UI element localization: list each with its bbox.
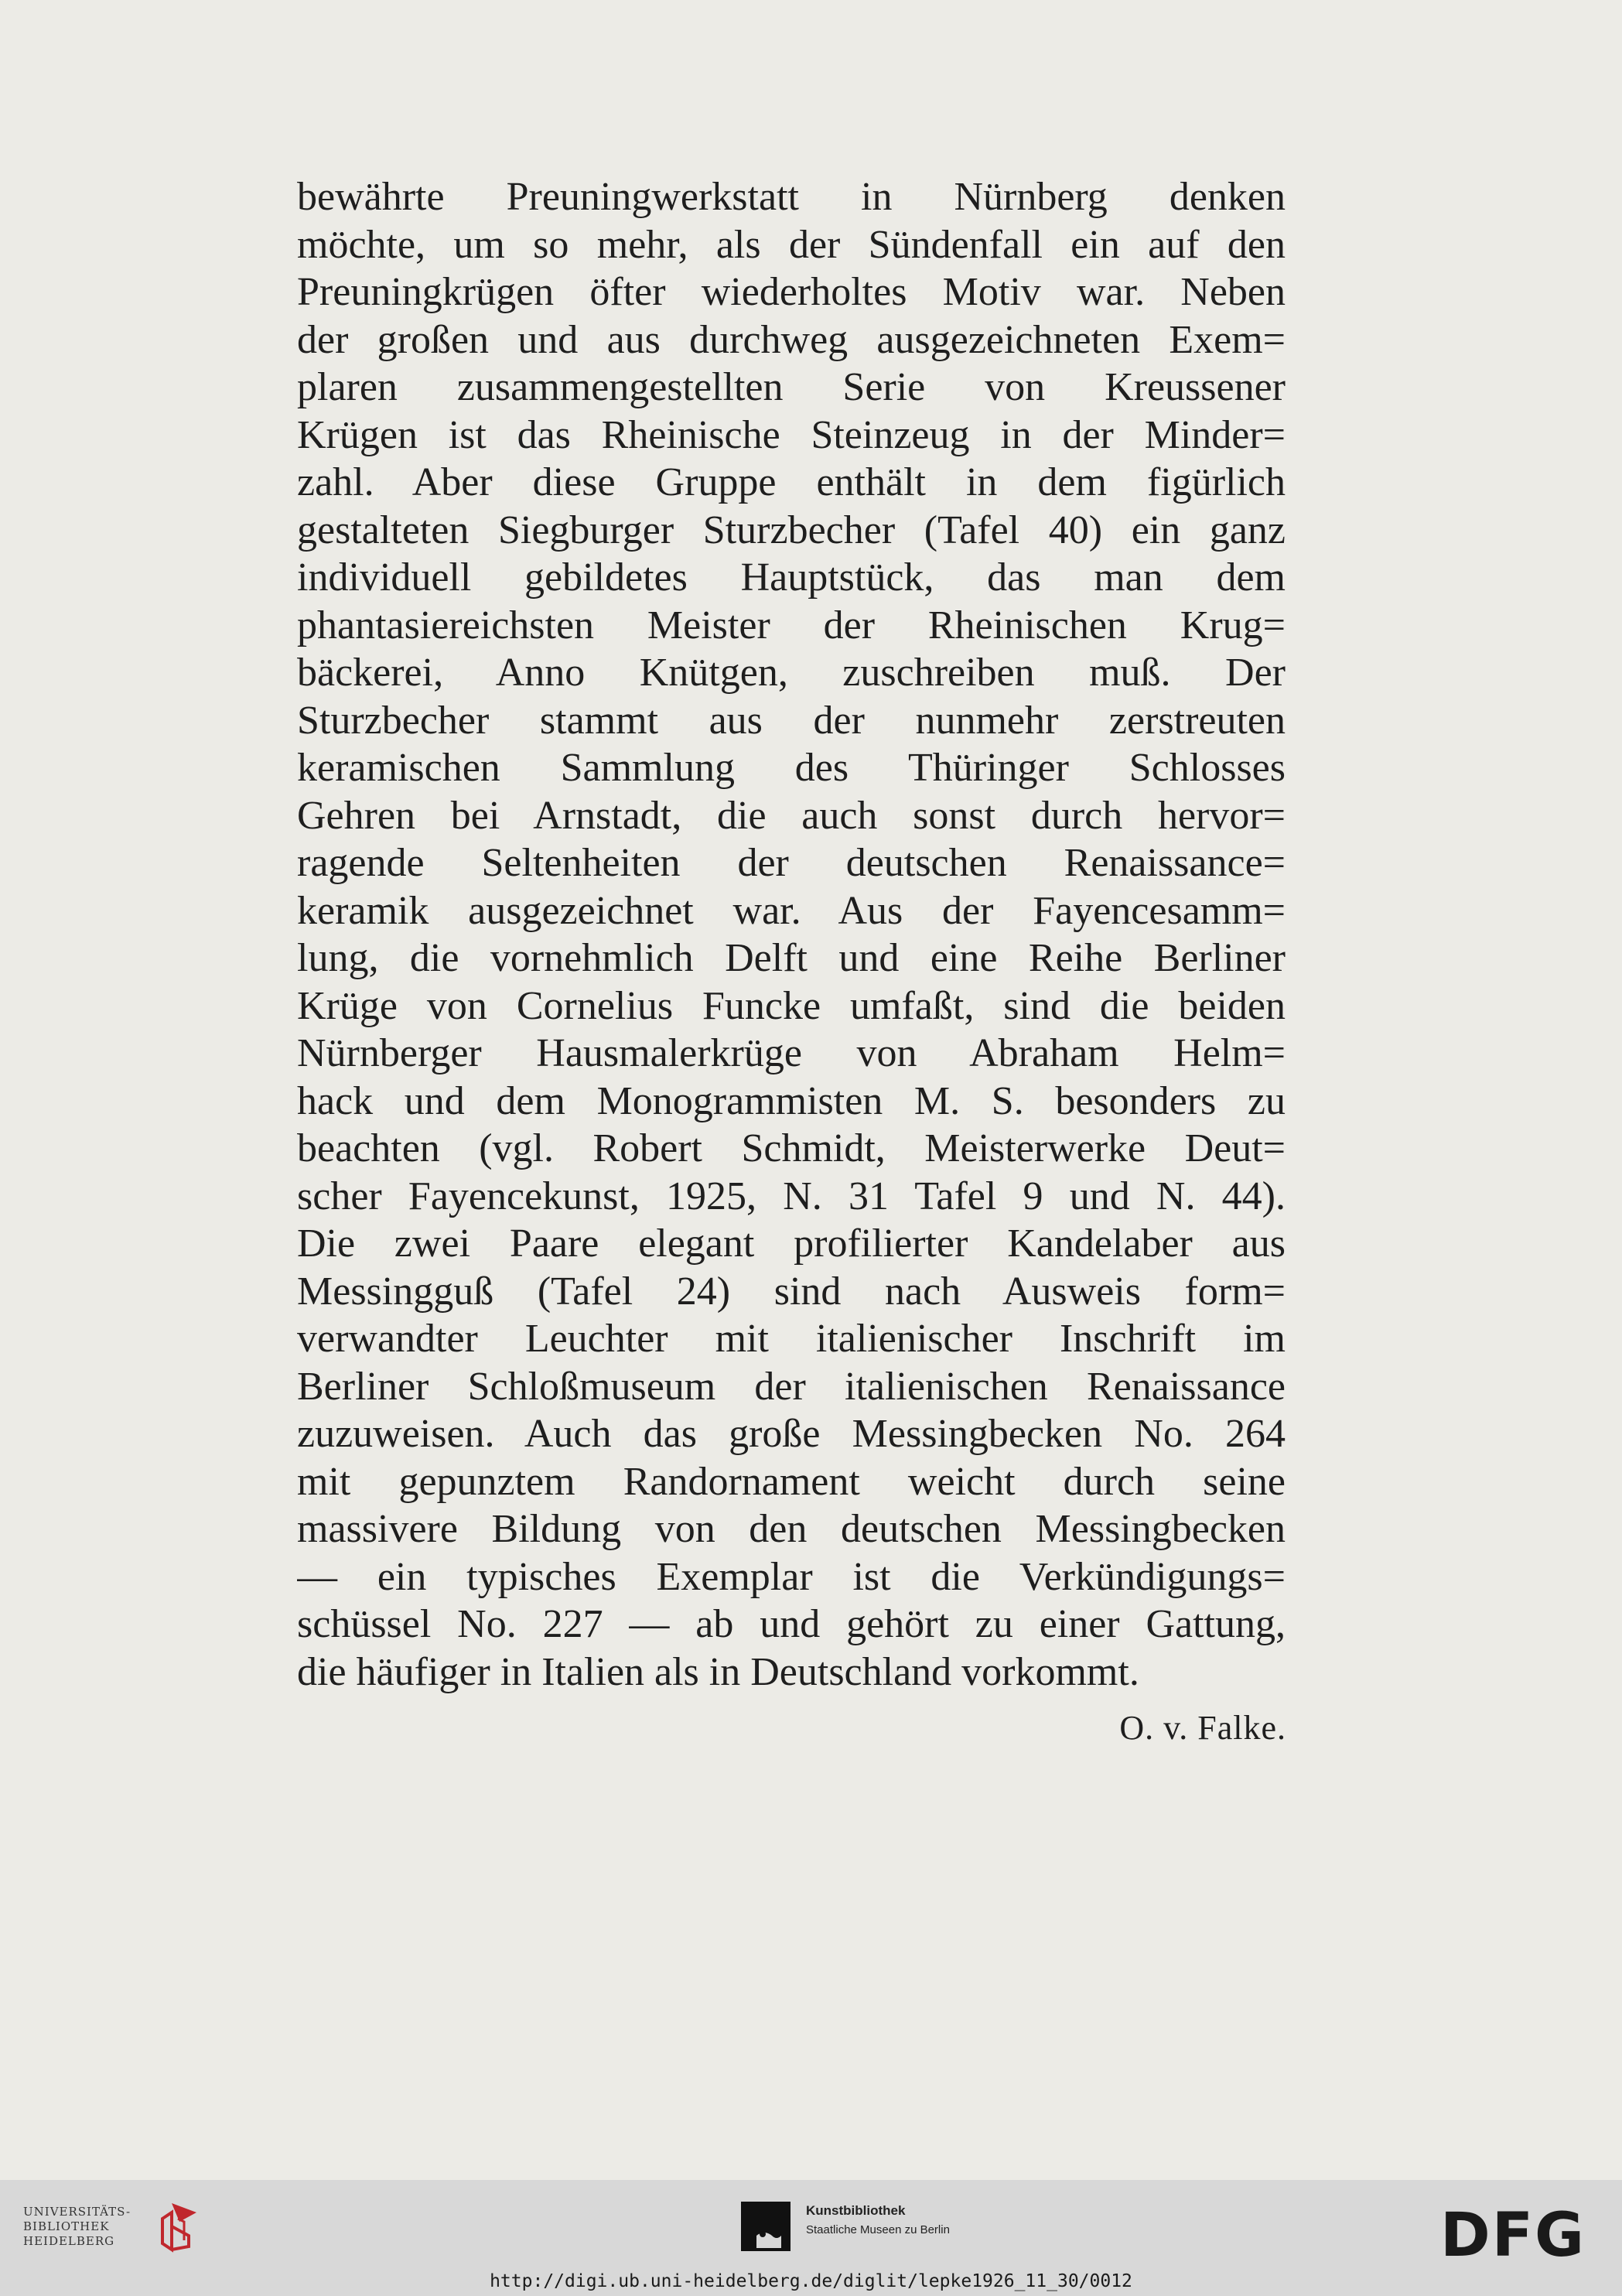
- text-line: bäckerei, Anno Knütgen, zuschreiben muß. Der: [297, 651, 1286, 695]
- text-line: Die zwei Paare elegant profilierter Kandelaber aus: [297, 1221, 1286, 1266]
- text-line: möchte, um so mehr, als der Sündenfall ein auf den: [297, 222, 1286, 267]
- text-line: gestalteten Siegburger Sturzbecher (Tafel 40) ein ganz: [297, 507, 1286, 552]
- permalink-url[interactable]: http://digi.ub.uni-heidelberg.de/diglit/lepke1926_11_30/0012: [490, 2271, 1132, 2291]
- text-line: Krüge von Cornelius Funcke umfaßt, sind die beiden: [297, 983, 1286, 1028]
- text-line: Berliner Schloßmuseum der italienischen Renaissance: [297, 1364, 1286, 1409]
- university-emblem-icon: [149, 2195, 210, 2257]
- body-text: [297, 173, 1286, 1696]
- text-line: der großen und aus durchweg ausgezeichneten Exem=: [297, 317, 1286, 362]
- text-line: keramik ausgezeichnet war. Aus der Fayencesamm=: [297, 888, 1286, 933]
- text-line: zahl. Aber diese Gruppe enthält in dem figürlich: [297, 460, 1286, 504]
- dfg-logo[interactable]: DFG: [1440, 2201, 1586, 2270]
- text-line: Sturzbecher stammt aus der nunmehr zerstreuten: [297, 698, 1286, 743]
- text-line: plaren zusammengestellten Serie von Kreussener: [297, 365, 1286, 409]
- text-line: Gehren bei Arnstadt, die auch sonst durch hervor=: [297, 793, 1286, 838]
- text-line: Krügen ist das Rheinische Steinzeug in der Minder=: [297, 412, 1286, 457]
- text-line: zuzuweisen. Auch das große Messingbecken No. 264: [297, 1412, 1286, 1456]
- text-line: massivere Bildung von den deutschen Messingbecken: [297, 1507, 1286, 1551]
- kunstbibliothek-title: Kunstbibliothek: [806, 2203, 906, 2218]
- text-line: mit gepunztem Randornament weicht durch seine: [297, 1459, 1286, 1504]
- text-line: phantasiereichsten Meister der Rheinischen Krug=: [297, 603, 1286, 647]
- heidelberg-university-library-logo[interactable]: [23, 2191, 209, 2259]
- kunstbibliothek-subtitle: Staatliche Museen zu Berlin: [806, 2223, 950, 2236]
- kunstbibliothek-emblem-icon: [741, 2202, 791, 2251]
- text-line: individuell gebildetes Hauptstück, das man dem: [297, 555, 1286, 600]
- kunstbibliothek-logo[interactable]: [741, 2202, 1050, 2264]
- footer-bar: [0, 2180, 1622, 2296]
- text-line: bewährte Preuningwerkstatt in Nürnberg denken: [297, 175, 1286, 219]
- text-line: ragende Seltenheiten der deutschen Renaissance=: [297, 841, 1286, 885]
- author-signature: O. v. Falke.: [1119, 1709, 1286, 1747]
- text-line: Nürnberger Hausmalerkrüge von Abraham Helm=: [297, 1031, 1286, 1075]
- text-line: scher Fayencekunst, 1925, N. 31 Tafel 9 und N. 44).: [297, 1174, 1286, 1218]
- text-line: Messingguß (Tafel 24) sind nach Ausweis form=: [297, 1269, 1286, 1314]
- text-line: beachten (vgl. Robert Schmidt, Meisterwerke Deut=: [297, 1126, 1286, 1170]
- university-line-3: HEIDELBERG: [23, 2234, 115, 2248]
- text-line: lung, die vornehmlich Delft und eine Reihe Berliner: [297, 936, 1286, 980]
- university-line-1: UNIVERSITÄTS-: [23, 2205, 131, 2219]
- text-line: hack und dem Monogrammisten M. S. besonders zu: [297, 1078, 1286, 1123]
- text-line: — ein typisches Exemplar ist die Verkündigungs=: [297, 1554, 1286, 1599]
- university-library-name: [23, 2205, 131, 2249]
- text-line: die häufiger in Italien als in Deutschland vorkommt.: [297, 1649, 1139, 1694]
- text-line: verwandter Leuchter mit italienischer Inschrift im: [297, 1317, 1286, 1361]
- university-line-2: BIBLIOTHEK: [23, 2219, 110, 2233]
- text-line: schüssel No. 227 — ab und gehört zu einer Gattung,: [297, 1602, 1286, 1646]
- text-line: Preuningkrügen öfter wiederholtes Motiv war. Neben: [297, 270, 1286, 314]
- text-line: keramischen Sammlung des Thüringer Schlosses: [297, 746, 1286, 790]
